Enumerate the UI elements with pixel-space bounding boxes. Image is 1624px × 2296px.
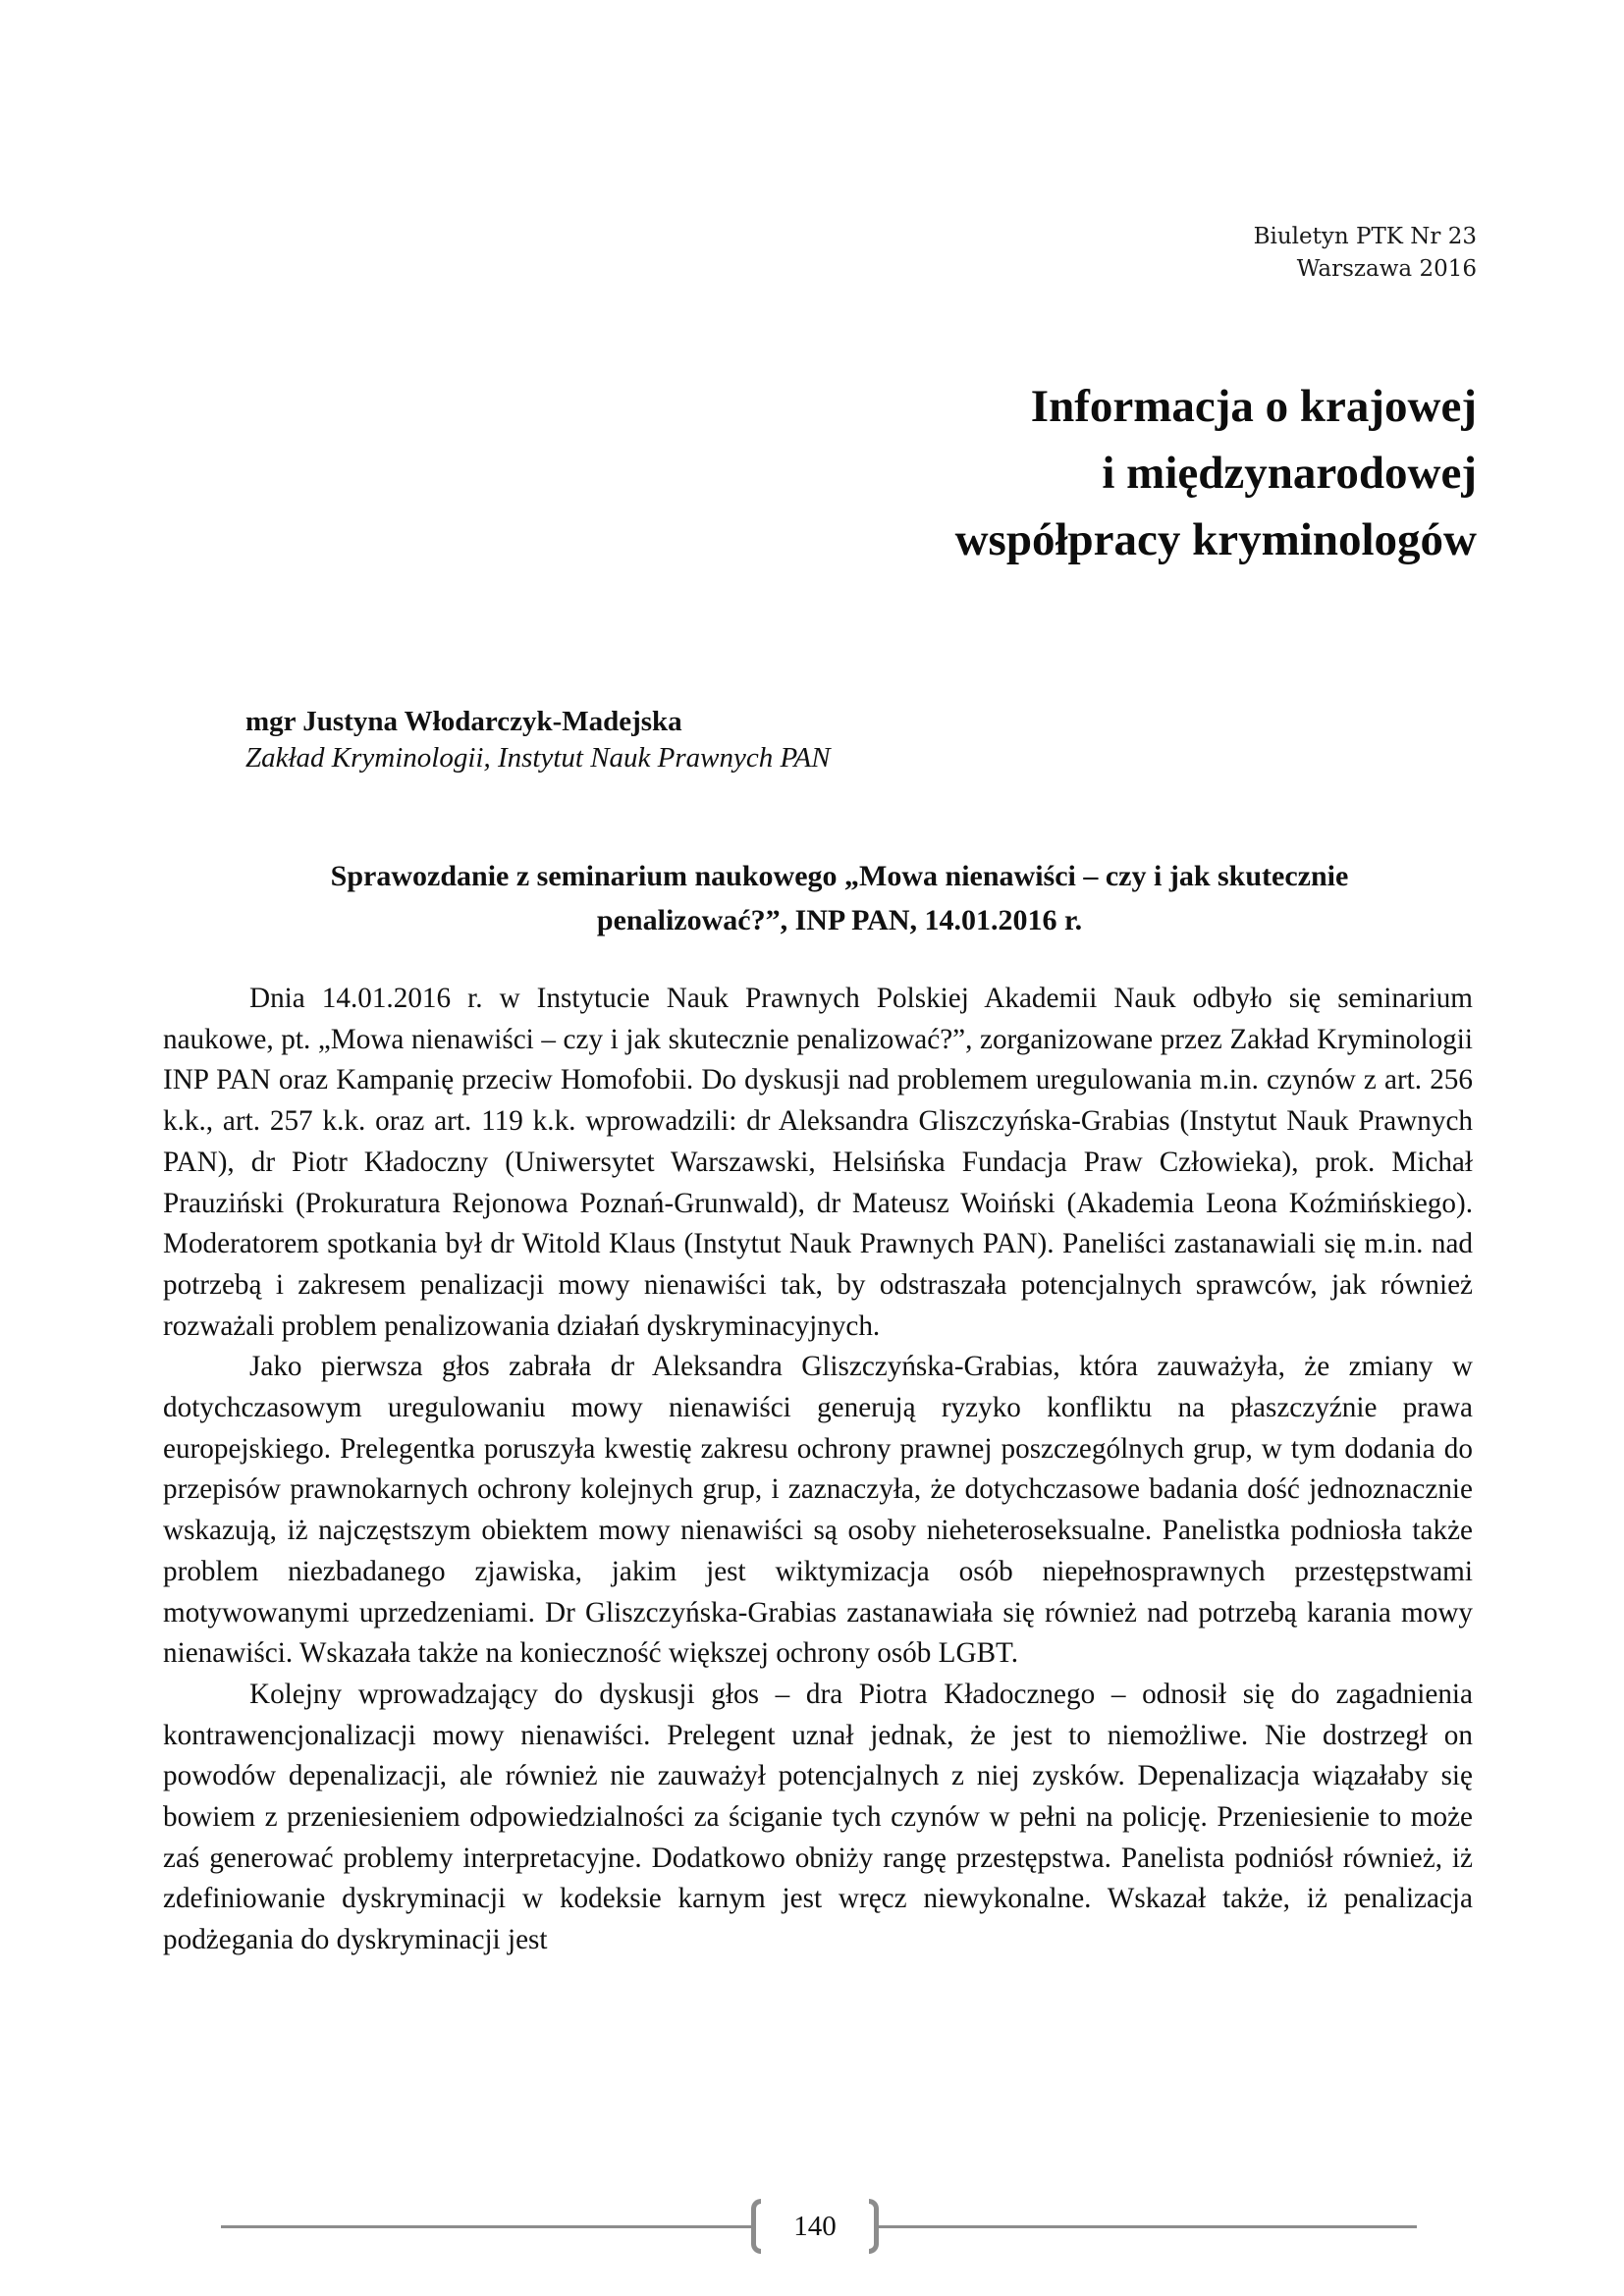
page-footer (221, 2197, 1417, 2256)
body-paragraph: Jako pierwsza głos zabrała dr Aleksandra Gliszczyńska-Grabias, która zauważyła, że zmiany w dotychczasowym uregulowaniu mowy nienawiści generują ryzyko konfliktu na płaszczyźnie prawa europejskiego. Prelegentka poruszyła kwestię zakresu ochrony prawnej poszczególnych grup, w tym dodania do przepisów prawnokarnych ochrony kolejnych grup, i zaznaczyła, że dotychczasowe badania dość jednoznacznie wskazują, iż najczęstszym obiektem mowy nienawiści są osoby nieheteroseksualne. Panelistka podniosła także problem niezbadanego zjawiska, jakim jest wiktymizacja osób niepełnosprawnych przestępstwami motywowanymi uprzedzeniami. Dr Gliszczyńska-Grabias zastanawiała się również nad potrzebą karania mowy nienawiści. Wskazała także na konieczność większej ochrony osób LGBT. (163, 1351, 1473, 1670)
author-block (245, 704, 831, 776)
report-title-line: penalizować?”, INP PAN, 14.01.2016 r. (596, 904, 1083, 936)
section-title-line: współpracy kryminologów (954, 514, 1477, 565)
left-bracket-icon (751, 2199, 761, 2254)
author-affiliation: Zakład Kryminologii, Instytut Nauk Prawnych PAN (245, 742, 831, 774)
right-bracket-icon (869, 2199, 879, 2254)
article-body (163, 979, 1473, 1961)
page-number: 140 (793, 2211, 837, 2242)
author-name: mgr Justyna Włodarczyk-Madejska (245, 706, 682, 737)
body-paragraph: Dnia 14.01.2016 r. w Instytucie Nauk Prawnych Polskiej Akademii Nauk odbyło się seminarium naukowe, pt. „Mowa nienawiści – czy i jak skutecznie penalizować?”, zorganizowane przez Zakład Kryminologii INP PAN oraz Kampanię przeciw Homofobii. Do dyskusji nad problemem uregulowania m.in. czynów z art. 256 k.k., art. 257 k.k. oraz art. 119 k.k. wprowadzili: dr Aleksandra Gliszczyńska-Grabias (Instytut Nauk Prawnych PAN), dr Piotr Kładoczny (Uniwersytet Warszawski, Helsińska Fundacja Praw Człowieka), prok. Michał Prauziński (Prokuratura Rejonowa Poznań-Grunwald), dr Mateusz Woiński (Akademia Leona Koźmińskiego). Moderatorem spotkania był dr Witold Klaus (Instytut Nauk Prawnych PAN). Paneliści zastanawiali się m.in. nad potrzebą i zakresem penalizacji mowy nienawiści tak, by odstraszała potencjalnych sprawców, jak również rozważali problem penalizowania działań dyskryminacyjnych. (163, 983, 1473, 1342)
journal-place-year: Warszawa 2016 (1296, 256, 1477, 282)
journal-header (1254, 221, 1477, 286)
report-title-line: Sprawozdanie z seminarium naukowego „Mowa nienawiści – czy i jak skutecznie (330, 860, 1349, 892)
footer-rule-right (879, 2225, 1417, 2228)
section-title (955, 373, 1477, 573)
journal-name: Biuletyn PTK Nr 23 (1253, 224, 1477, 249)
footer-rule-left (221, 2225, 751, 2228)
report-title (245, 854, 1434, 942)
section-title-line: i międzynarodowej (1102, 448, 1477, 499)
body-paragraph: Kolejny wprowadzający do dyskusji głos – dra Piotra Kładocznego – odnosił się do zagadnienia kontrawencjonalizacji mowy nienawiści. Prelegent uznał jednak, że jest to niemożliwe. Nie dostrzegł on powodów depenalizacji, ale również nie zauważył potencjalnych z niej zysków. Depenalizacja wiązałaby się bowiem z przeniesieniem odpowiedzialności za ściganie tych czynów w pełni na policję. Przeniesienie to może zaś generować problemy interpretacyjne. Dodatkowo obniży rangę przestępstwa. Panelista podniósł również, iż zdefiniowanie dyskryminacji w kodeksie karnym jest wręcz niewykonalne. Wskazał także, iż penalizacja podżegania do dyskryminacji jest (163, 1678, 1473, 1956)
section-title-line: Informacja o krajowej (1030, 381, 1477, 432)
